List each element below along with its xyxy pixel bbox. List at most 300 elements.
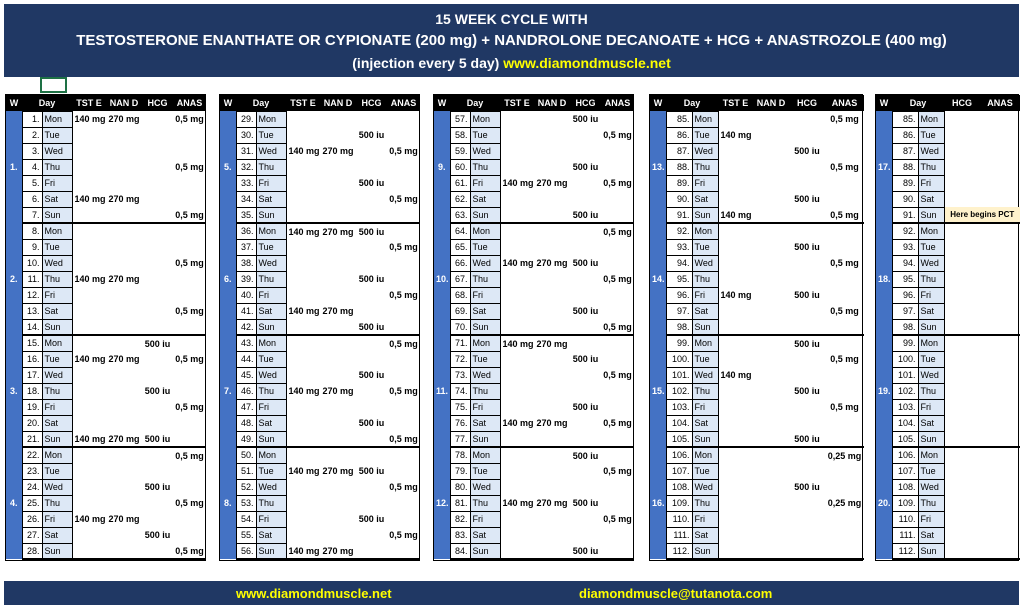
day-number: 112. <box>892 543 918 559</box>
anas-dose-cell: 0,5 mg <box>830 162 859 172</box>
day-row <box>220 447 420 463</box>
nan-dose-cell <box>753 319 789 335</box>
hcg-dose-cell: 500 iu <box>570 543 601 559</box>
anas-dose-cell: 0,25 mg <box>827 450 862 461</box>
day-row <box>434 431 634 447</box>
column-header: ANAS <box>825 95 864 111</box>
nan-dose-cell <box>534 319 570 335</box>
anas-dose-cell <box>980 175 1020 191</box>
day-name: Sun <box>256 543 286 559</box>
pct-start-note: Here begins PCT <box>944 207 1020 223</box>
day-name: Thu <box>42 271 72 287</box>
tst-dose-cell <box>500 319 534 335</box>
tst-dose-cell <box>500 191 534 207</box>
tst-dose-cell <box>500 143 534 159</box>
day-number: 19. <box>22 399 42 415</box>
day-number: 104. <box>666 415 692 431</box>
tst-dose-cell <box>718 383 753 399</box>
column-header: W <box>6 95 22 111</box>
hcg-dose-cell <box>944 111 980 127</box>
day-name: Fri <box>42 175 72 191</box>
week-label: 17. <box>876 111 892 223</box>
anas-dose-cell <box>825 287 864 303</box>
day-name: Sat <box>256 303 286 319</box>
anas-dose-cell <box>980 223 1020 239</box>
nan-dose-cell <box>753 303 789 319</box>
day-number: 13. <box>22 303 42 319</box>
day-row <box>434 367 634 383</box>
hcg-dose-cell <box>944 543 980 559</box>
anas-dose-cell <box>980 143 1020 159</box>
nan-dose-cell <box>106 543 142 559</box>
day-row <box>434 543 634 559</box>
tst-dose-cell <box>718 479 753 495</box>
hcg-dose-cell: 500 iu <box>144 530 171 540</box>
nan-dose-cell <box>106 175 142 191</box>
day-row <box>650 495 864 511</box>
tst-dose-cell <box>72 399 106 415</box>
day-name: Thu <box>470 495 500 511</box>
hcg-dose-cell <box>789 367 825 383</box>
day-number: 67. <box>450 271 470 287</box>
day-row <box>434 271 634 287</box>
tst-dose-cell: 140 mg <box>286 543 320 559</box>
nan-dose-cell <box>753 111 789 127</box>
day-name: Thu <box>256 495 286 511</box>
day-name: Tue <box>918 127 944 143</box>
week-label: 19. <box>876 335 892 447</box>
nan-dose-cell: 270 mg <box>322 466 354 476</box>
day-row <box>6 415 206 431</box>
anas-dose-cell: 0,5 mg <box>389 290 418 300</box>
day-row <box>876 527 1020 543</box>
tst-dose-cell: 140 mg <box>720 370 752 380</box>
tst-dose-cell <box>72 447 106 463</box>
nan-dose-cell <box>320 319 356 335</box>
column-header: HCG <box>142 95 173 111</box>
day-row <box>650 127 864 143</box>
nan-dose-cell: 270 mg <box>106 431 142 447</box>
day-name: Fri <box>42 511 72 527</box>
tst-dose-cell <box>286 159 320 175</box>
day-row <box>650 159 864 175</box>
day-number: 60. <box>450 159 470 175</box>
tst-dose-cell <box>718 159 753 175</box>
day-number: 80. <box>450 479 470 495</box>
anas-dose-cell <box>980 431 1020 447</box>
day-number: 110. <box>666 511 692 527</box>
tst-dose-cell <box>286 175 320 191</box>
tst-dose-cell <box>72 319 106 335</box>
anas-dose-cell <box>173 335 206 351</box>
day-number: 43. <box>236 335 256 351</box>
anas-dose-cell <box>387 415 420 431</box>
day-name: Tue <box>42 351 72 367</box>
anas-dose-cell: 0,5 mg <box>830 306 859 316</box>
anas-dose-cell <box>825 239 864 255</box>
selected-cell[interactable] <box>40 77 67 93</box>
day-name: Sun <box>470 543 500 559</box>
day-number: 46. <box>236 383 256 399</box>
anas-dose-cell <box>601 143 634 159</box>
hcg-dose-cell <box>789 319 825 335</box>
footer-website-link[interactable]: www.diamondmuscle.net <box>236 586 392 601</box>
day-number: 69. <box>450 303 470 319</box>
hcg-dose-cell <box>570 223 601 239</box>
day-row <box>876 431 1020 447</box>
day-number: 102. <box>892 383 918 399</box>
day-name: Tue <box>470 127 500 143</box>
anas-dose-cell: 0,5 mg <box>603 466 632 476</box>
tst-dose-cell <box>72 303 106 319</box>
tst-dose-cell <box>500 303 534 319</box>
hcg-dose-cell <box>789 351 825 367</box>
tst-dose-cell <box>286 111 320 127</box>
day-row <box>650 415 864 431</box>
day-row <box>220 319 420 335</box>
day-number: 99. <box>666 335 692 351</box>
day-number: 58. <box>450 127 470 143</box>
footer-email-link[interactable]: diamondmuscle@tutanota.com <box>579 586 773 601</box>
hcg-dose-cell: 500 iu <box>142 431 173 447</box>
day-name: Wed <box>692 143 718 159</box>
nan-dose-cell <box>106 447 142 463</box>
day-number: 53. <box>236 495 256 511</box>
day-number: 105. <box>892 431 918 447</box>
day-name: Sun <box>42 207 72 223</box>
nan-dose-cell <box>753 143 789 159</box>
day-row <box>876 175 1020 191</box>
day-row <box>434 175 634 191</box>
day-row <box>876 207 1020 223</box>
nan-dose-cell: 270 mg <box>322 146 354 156</box>
day-name: Thu <box>470 271 500 287</box>
hcg-dose-cell: 500 iu <box>144 482 171 492</box>
day-row <box>220 223 420 239</box>
anas-dose-cell <box>980 367 1020 383</box>
day-number: 27. <box>22 527 42 543</box>
anas-dose-cell: 0,5 mg <box>601 319 634 335</box>
day-name: Sun <box>42 431 72 447</box>
nan-dose-cell <box>106 415 142 431</box>
day-row <box>876 463 1020 479</box>
hcg-dose-cell <box>142 287 173 303</box>
tst-dose-cell: 140 mg <box>74 274 106 284</box>
anas-dose-cell <box>601 431 634 447</box>
anas-dose-cell: 0,5 mg <box>175 258 204 268</box>
day-number: 91. <box>666 207 692 223</box>
tst-dose-cell: 140 mg <box>288 226 320 237</box>
hcg-dose-cell <box>944 159 980 175</box>
day-number: 41. <box>236 303 256 319</box>
nan-dose-cell <box>320 335 356 351</box>
day-name: Thu <box>470 159 500 175</box>
day-number: 89. <box>892 175 918 191</box>
hcg-dose-cell <box>356 255 387 271</box>
day-name: Fri <box>918 511 944 527</box>
hcg-dose-cell <box>944 479 980 495</box>
tst-dose-cell <box>718 239 753 255</box>
day-row <box>220 479 420 495</box>
anas-dose-cell <box>387 303 420 319</box>
day-number: 26. <box>22 511 42 527</box>
anas-dose-cell <box>173 463 206 479</box>
day-number: 36. <box>236 223 256 239</box>
anas-dose-cell <box>825 143 864 159</box>
day-name: Thu <box>42 383 72 399</box>
hcg-dose-cell <box>570 287 601 303</box>
title-line-2: TESTOSTERONE ENANTHATE OR CYPIONATE (200 mg) + NANDROLONE DECANOATE + HCG + ANASTROZOLE (400 mg) <box>76 32 947 49</box>
day-number: 51. <box>236 463 256 479</box>
day-name: Thu <box>692 159 718 175</box>
hcg-dose-cell <box>142 255 173 271</box>
tst-dose-cell <box>500 431 534 447</box>
day-name: Sun <box>42 319 72 335</box>
tst-dose-cell: 140 mg <box>72 431 106 447</box>
week-label: 12. <box>434 447 450 559</box>
anas-dose-cell <box>980 127 1020 143</box>
tst-dose-cell <box>500 287 534 303</box>
day-name: Sun <box>692 543 718 559</box>
day-number: 70. <box>450 319 470 335</box>
hcg-dose-cell <box>570 383 601 399</box>
column-header: W <box>650 95 666 111</box>
day-row <box>876 239 1020 255</box>
nan-dose-cell: 270 mg <box>108 514 140 524</box>
day-number: 93. <box>666 239 692 255</box>
tst-dose-cell <box>500 383 534 399</box>
day-number: 4. <box>22 159 42 175</box>
day-row <box>6 527 206 543</box>
day-name: Thu <box>692 383 718 399</box>
day-number: 1. <box>22 111 42 127</box>
anas-dose-cell <box>387 207 420 223</box>
day-number: 85. <box>892 111 918 127</box>
tst-dose-cell <box>718 271 753 287</box>
anas-dose-cell <box>980 527 1020 543</box>
day-name: Wed <box>470 479 500 495</box>
day-row <box>434 351 634 367</box>
anas-dose-cell <box>601 239 634 255</box>
day-name: Mon <box>42 335 72 351</box>
day-row <box>876 159 1020 175</box>
hcg-dose-cell <box>789 271 825 287</box>
day-name: Tue <box>256 351 286 367</box>
day-name: Mon <box>42 447 72 463</box>
day-number: 95. <box>666 271 692 287</box>
day-name: Tue <box>470 239 500 255</box>
hcg-dose-cell <box>142 495 173 511</box>
day-row <box>6 223 206 239</box>
hcg-dose-cell <box>356 111 387 127</box>
hcg-dose-cell <box>944 127 980 143</box>
day-number: 99. <box>892 335 918 351</box>
nan-dose-cell <box>753 399 789 415</box>
day-row <box>434 239 634 255</box>
hcg-dose-cell <box>142 207 173 223</box>
tst-dose-cell <box>500 271 534 287</box>
nan-dose-cell <box>106 287 142 303</box>
nan-dose-cell <box>753 527 789 543</box>
anas-dose-cell <box>173 175 206 191</box>
day-row <box>220 463 420 479</box>
column-header: TST E <box>286 95 320 111</box>
title-banner <box>4 4 1019 77</box>
day-name: Sat <box>42 415 72 431</box>
day-name: Mon <box>918 223 944 239</box>
nan-dose-cell <box>320 287 356 303</box>
day-number: 109. <box>666 495 692 511</box>
tst-dose-cell: 140 mg <box>720 130 752 140</box>
block-weeks-1-4 <box>5 94 206 561</box>
anas-dose-cell: 0,5 mg <box>175 306 204 316</box>
tst-dose-cell <box>718 303 753 319</box>
day-name: Thu <box>918 271 944 287</box>
day-number: 71. <box>450 335 470 351</box>
anas-dose-cell <box>825 383 864 399</box>
tst-dose-cell <box>718 431 753 447</box>
header-row <box>876 95 1020 111</box>
day-row <box>650 287 864 303</box>
day-row <box>876 335 1020 351</box>
day-row <box>6 175 206 191</box>
nan-dose-cell <box>534 399 570 415</box>
day-number: 86. <box>666 127 692 143</box>
anas-dose-cell: 0,5 mg <box>387 431 420 447</box>
hcg-dose-cell: 500 iu <box>358 226 385 237</box>
day-row <box>6 495 206 511</box>
day-name: Sat <box>470 415 500 431</box>
day-name: Sun <box>470 207 500 223</box>
day-row <box>6 335 206 351</box>
tst-dose-cell <box>500 527 534 543</box>
day-row <box>434 415 634 431</box>
day-number: 17. <box>22 367 42 383</box>
day-number: 105. <box>666 431 692 447</box>
nan-dose-cell <box>320 527 356 543</box>
day-name: Fri <box>256 511 286 527</box>
column-header: Day <box>892 95 944 111</box>
day-number: 2. <box>22 127 42 143</box>
anas-dose-cell <box>825 175 864 191</box>
tst-dose-cell: 140 mg <box>502 338 534 349</box>
hcg-dose-cell <box>789 447 825 463</box>
column-header: Day <box>450 95 500 111</box>
day-name: Mon <box>470 447 500 463</box>
anas-dose-cell <box>601 287 634 303</box>
anas-dose-cell: 0,5 mg <box>830 402 859 412</box>
day-row <box>220 191 420 207</box>
anas-dose-cell <box>980 319 1020 335</box>
anas-dose-cell <box>387 159 420 175</box>
nan-dose-cell: 270 mg <box>536 498 568 508</box>
anas-dose-cell <box>173 287 206 303</box>
column-header: Day <box>236 95 286 111</box>
day-row <box>6 239 206 255</box>
day-row <box>434 479 634 495</box>
tst-dose-cell: 140 mg <box>718 207 753 223</box>
nan-dose-cell <box>534 239 570 255</box>
day-number: 92. <box>666 223 692 239</box>
tst-dose-cell <box>72 159 106 175</box>
nan-dose-cell <box>534 463 570 479</box>
day-row <box>434 527 634 543</box>
anas-dose-cell <box>173 239 206 255</box>
week-label: 15. <box>650 335 666 447</box>
column-header: Day <box>22 95 72 111</box>
day-row <box>876 111 1020 127</box>
nan-dose-cell <box>753 383 789 399</box>
day-row <box>6 255 206 271</box>
anas-dose-cell <box>825 543 864 559</box>
block-weeks-5-8 <box>219 94 420 561</box>
day-number: 10. <box>22 255 42 271</box>
day-number: 5. <box>22 175 42 191</box>
day-name: Sun <box>918 543 944 559</box>
day-number: 39. <box>236 271 256 287</box>
day-number: 50. <box>236 447 256 463</box>
hcg-dose-cell <box>944 143 980 159</box>
nan-dose-cell <box>753 223 789 239</box>
hcg-dose-cell <box>142 415 173 431</box>
anas-dose-cell <box>825 319 864 335</box>
hcg-dose-cell: 500 iu <box>358 418 385 428</box>
day-name: Sun <box>256 207 286 223</box>
day-name: Tue <box>692 239 718 255</box>
day-name: Sat <box>42 527 72 543</box>
tst-dose-cell <box>286 191 320 207</box>
day-name: Wed <box>918 479 944 495</box>
day-number: 96. <box>892 287 918 303</box>
day-name: Sat <box>692 415 718 431</box>
anas-dose-cell: 0,5 mg <box>389 482 418 492</box>
nan-dose-cell <box>753 511 789 527</box>
anas-dose-cell: 0,5 mg <box>825 207 864 223</box>
day-name: Mon <box>692 335 718 351</box>
hcg-dose-cell: 500 iu <box>358 370 385 380</box>
day-name: Tue <box>692 127 718 143</box>
tst-dose-cell: 140 mg <box>74 194 106 204</box>
column-header: TST E <box>718 95 753 111</box>
day-number: 37. <box>236 239 256 255</box>
hcg-dose-cell <box>570 479 601 495</box>
nan-dose-cell <box>534 191 570 207</box>
block-weeks-17-20-pct <box>875 94 1019 561</box>
day-name: Mon <box>256 111 286 127</box>
day-row <box>220 511 420 527</box>
week-label: 16. <box>650 447 666 559</box>
nan-dose-cell <box>106 239 142 255</box>
day-name: Wed <box>42 479 72 495</box>
day-number: 86. <box>892 127 918 143</box>
hcg-dose-cell <box>789 415 825 431</box>
day-name: Fri <box>692 511 718 527</box>
anas-dose-cell: 0,5 mg <box>603 130 632 140</box>
hcg-dose-cell <box>142 271 173 287</box>
anas-dose-cell <box>980 447 1020 463</box>
day-row <box>650 143 864 159</box>
day-name: Sun <box>470 319 500 335</box>
tst-dose-cell <box>286 431 320 447</box>
day-number: 110. <box>892 511 918 527</box>
day-row <box>6 479 206 495</box>
nan-dose-cell: 270 mg <box>536 258 568 268</box>
anas-dose-cell: 0,5 mg <box>389 194 418 204</box>
hcg-dose-cell <box>789 495 825 511</box>
anas-dose-cell <box>980 543 1020 559</box>
hcg-dose-cell: 500 iu <box>794 146 820 156</box>
column-header: TST E <box>72 95 106 111</box>
